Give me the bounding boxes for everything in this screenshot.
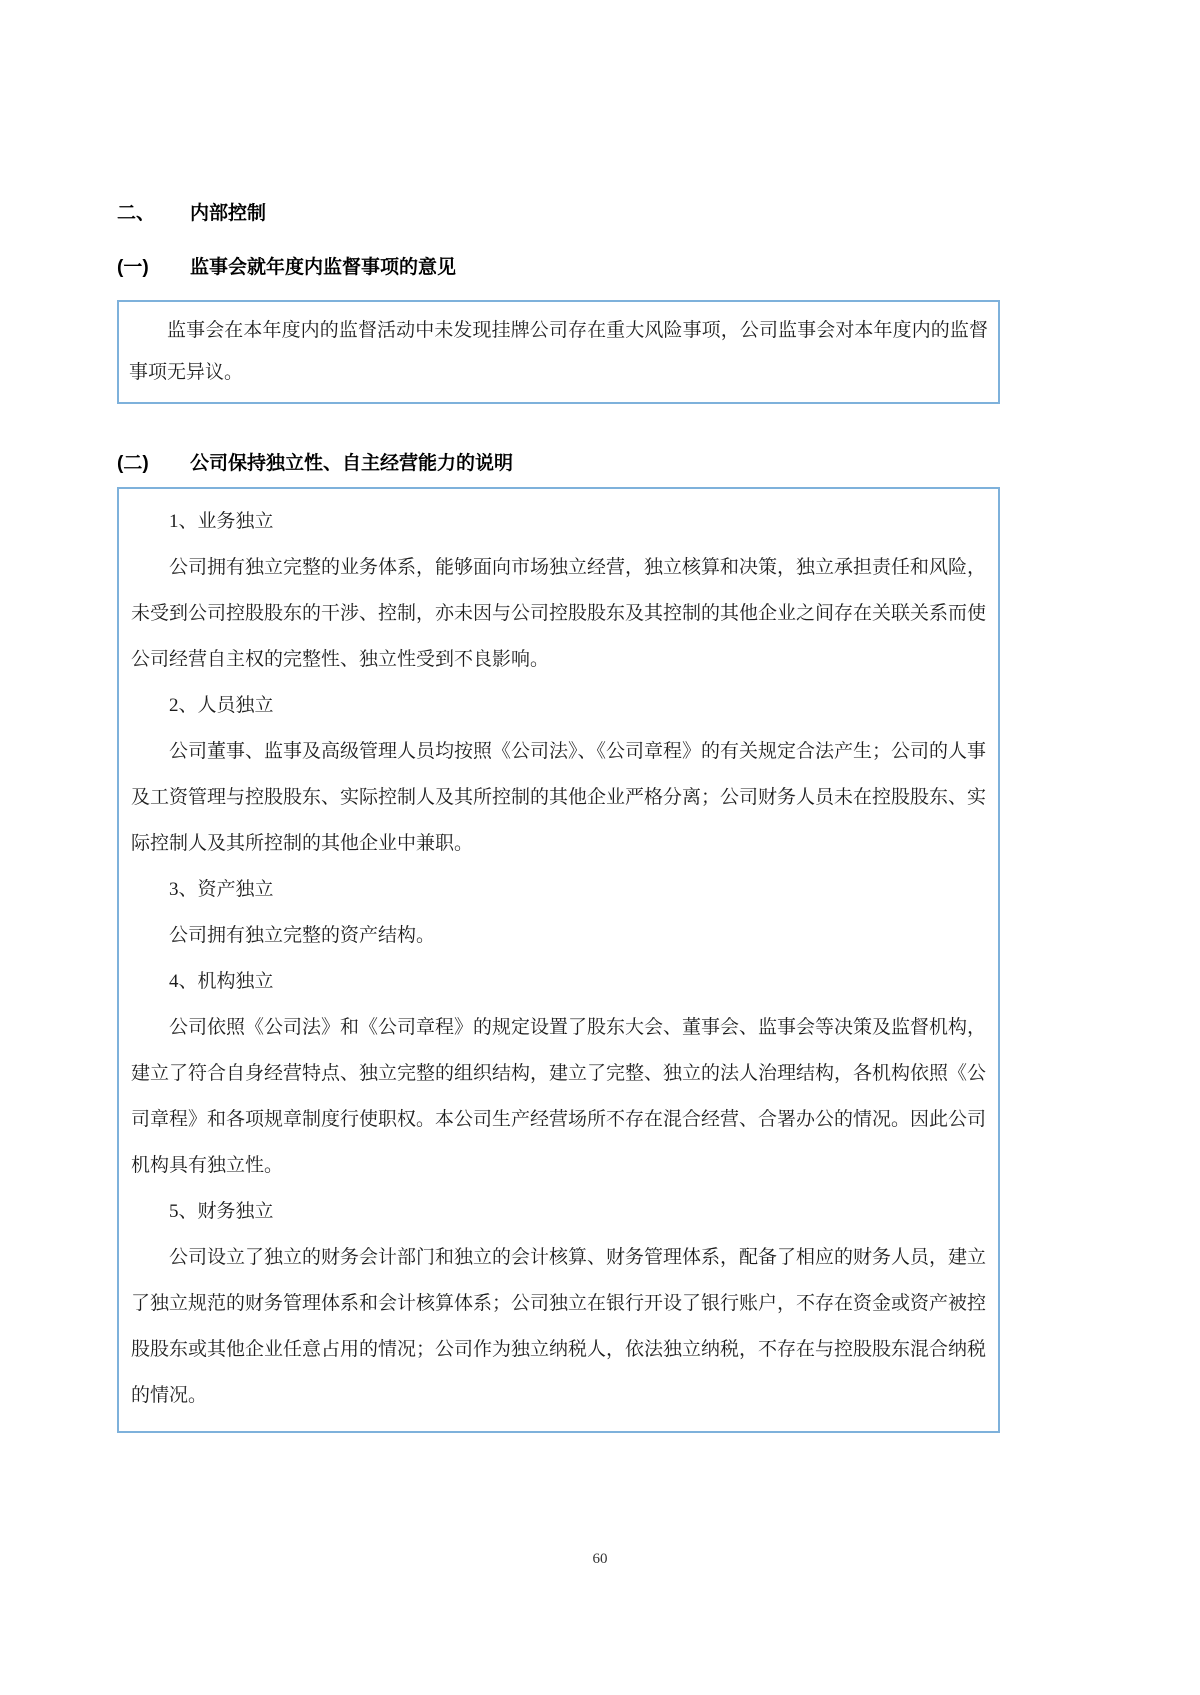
independence-paragraph: 公司董事、监事及高级管理人员均按照《公司法》、《公司章程》的有关规定合法产生；公司的人事及工资管理与控股股东、实际控制人及其所控制的其他企业严格分离；公司财务人员未在控股股东、实际控制人及其所控制的其他企业中兼职。 xyxy=(131,741,987,854)
independence-paragraph: 5、财务独立 xyxy=(169,1201,274,1222)
subsection-1-title: 监事会就年度内监督事项的意见 xyxy=(190,257,457,278)
subsection-2-heading xyxy=(117,448,1017,475)
independence-paragraph: 公司拥有独立完整的资产结构。 xyxy=(169,925,436,946)
independence-paragraph: 1、业务独立 xyxy=(169,511,274,532)
section-title: 内部控制 xyxy=(190,203,267,224)
subsection-1-number: (一) xyxy=(117,257,149,278)
independence-paragraph: 公司依照《公司法》和《公司章程》的规定设置了股东大会、董事会、监事会等决策及监督机构，建立了符合自身经营特点、独立完整的组织结构，建立了完整、独立的法人治理结构，各机构依照《公司章程》和各项规章制度行使职权。本公司生产经营场所不存在混合经营、合署办公的情况。因此公司机构具有独立性。 xyxy=(131,1017,987,1176)
subsection-2-number: (二) xyxy=(117,453,149,474)
independence-paragraph: 公司拥有独立完整的业务体系，能够面向市场独立经营，独立核算和决策，独立承担责任和风险，未受到公司控股股东的干涉、控制，亦未因与公司控股股东及其控制的其他企业之间存在关联关系而使公司经营自主权的完整性、独立性受到不良影响。 xyxy=(131,557,987,670)
independence-paragraph: 2、人员独立 xyxy=(169,695,274,716)
section-number: 二、 xyxy=(117,203,156,224)
independence-paragraph: 公司设立了独立的财务会计部门和独立的会计核算、财务管理体系，配备了相应的财务人员，建立了独立规范的财务管理体系和会计核算体系；公司独立在银行开设了银行账户，不存在资金或资产被控股股东或其他企业任意占用的情况；公司作为独立纳税人，依法独立纳税，不存在与控股股东混合纳税的情况。 xyxy=(131,1247,987,1406)
independence-statement-box xyxy=(117,487,1000,1433)
supervision-opinion-text: 监事会在本年度内的监督活动中未发现挂牌公司存在重大风险事项，公司监事会对本年度内的监督事项无异议。 xyxy=(129,320,988,383)
subsection-2-title: 公司保持独立性、自主经营能力的说明 xyxy=(190,453,514,474)
independence-paragraph: 4、机构独立 xyxy=(169,971,274,992)
page-number: 60 xyxy=(592,1551,608,1567)
independence-paragraph: 3、资产独立 xyxy=(169,879,274,900)
supervision-opinion-box xyxy=(117,300,1000,404)
subsection-1-heading xyxy=(117,252,1017,279)
section-heading xyxy=(117,198,1017,225)
